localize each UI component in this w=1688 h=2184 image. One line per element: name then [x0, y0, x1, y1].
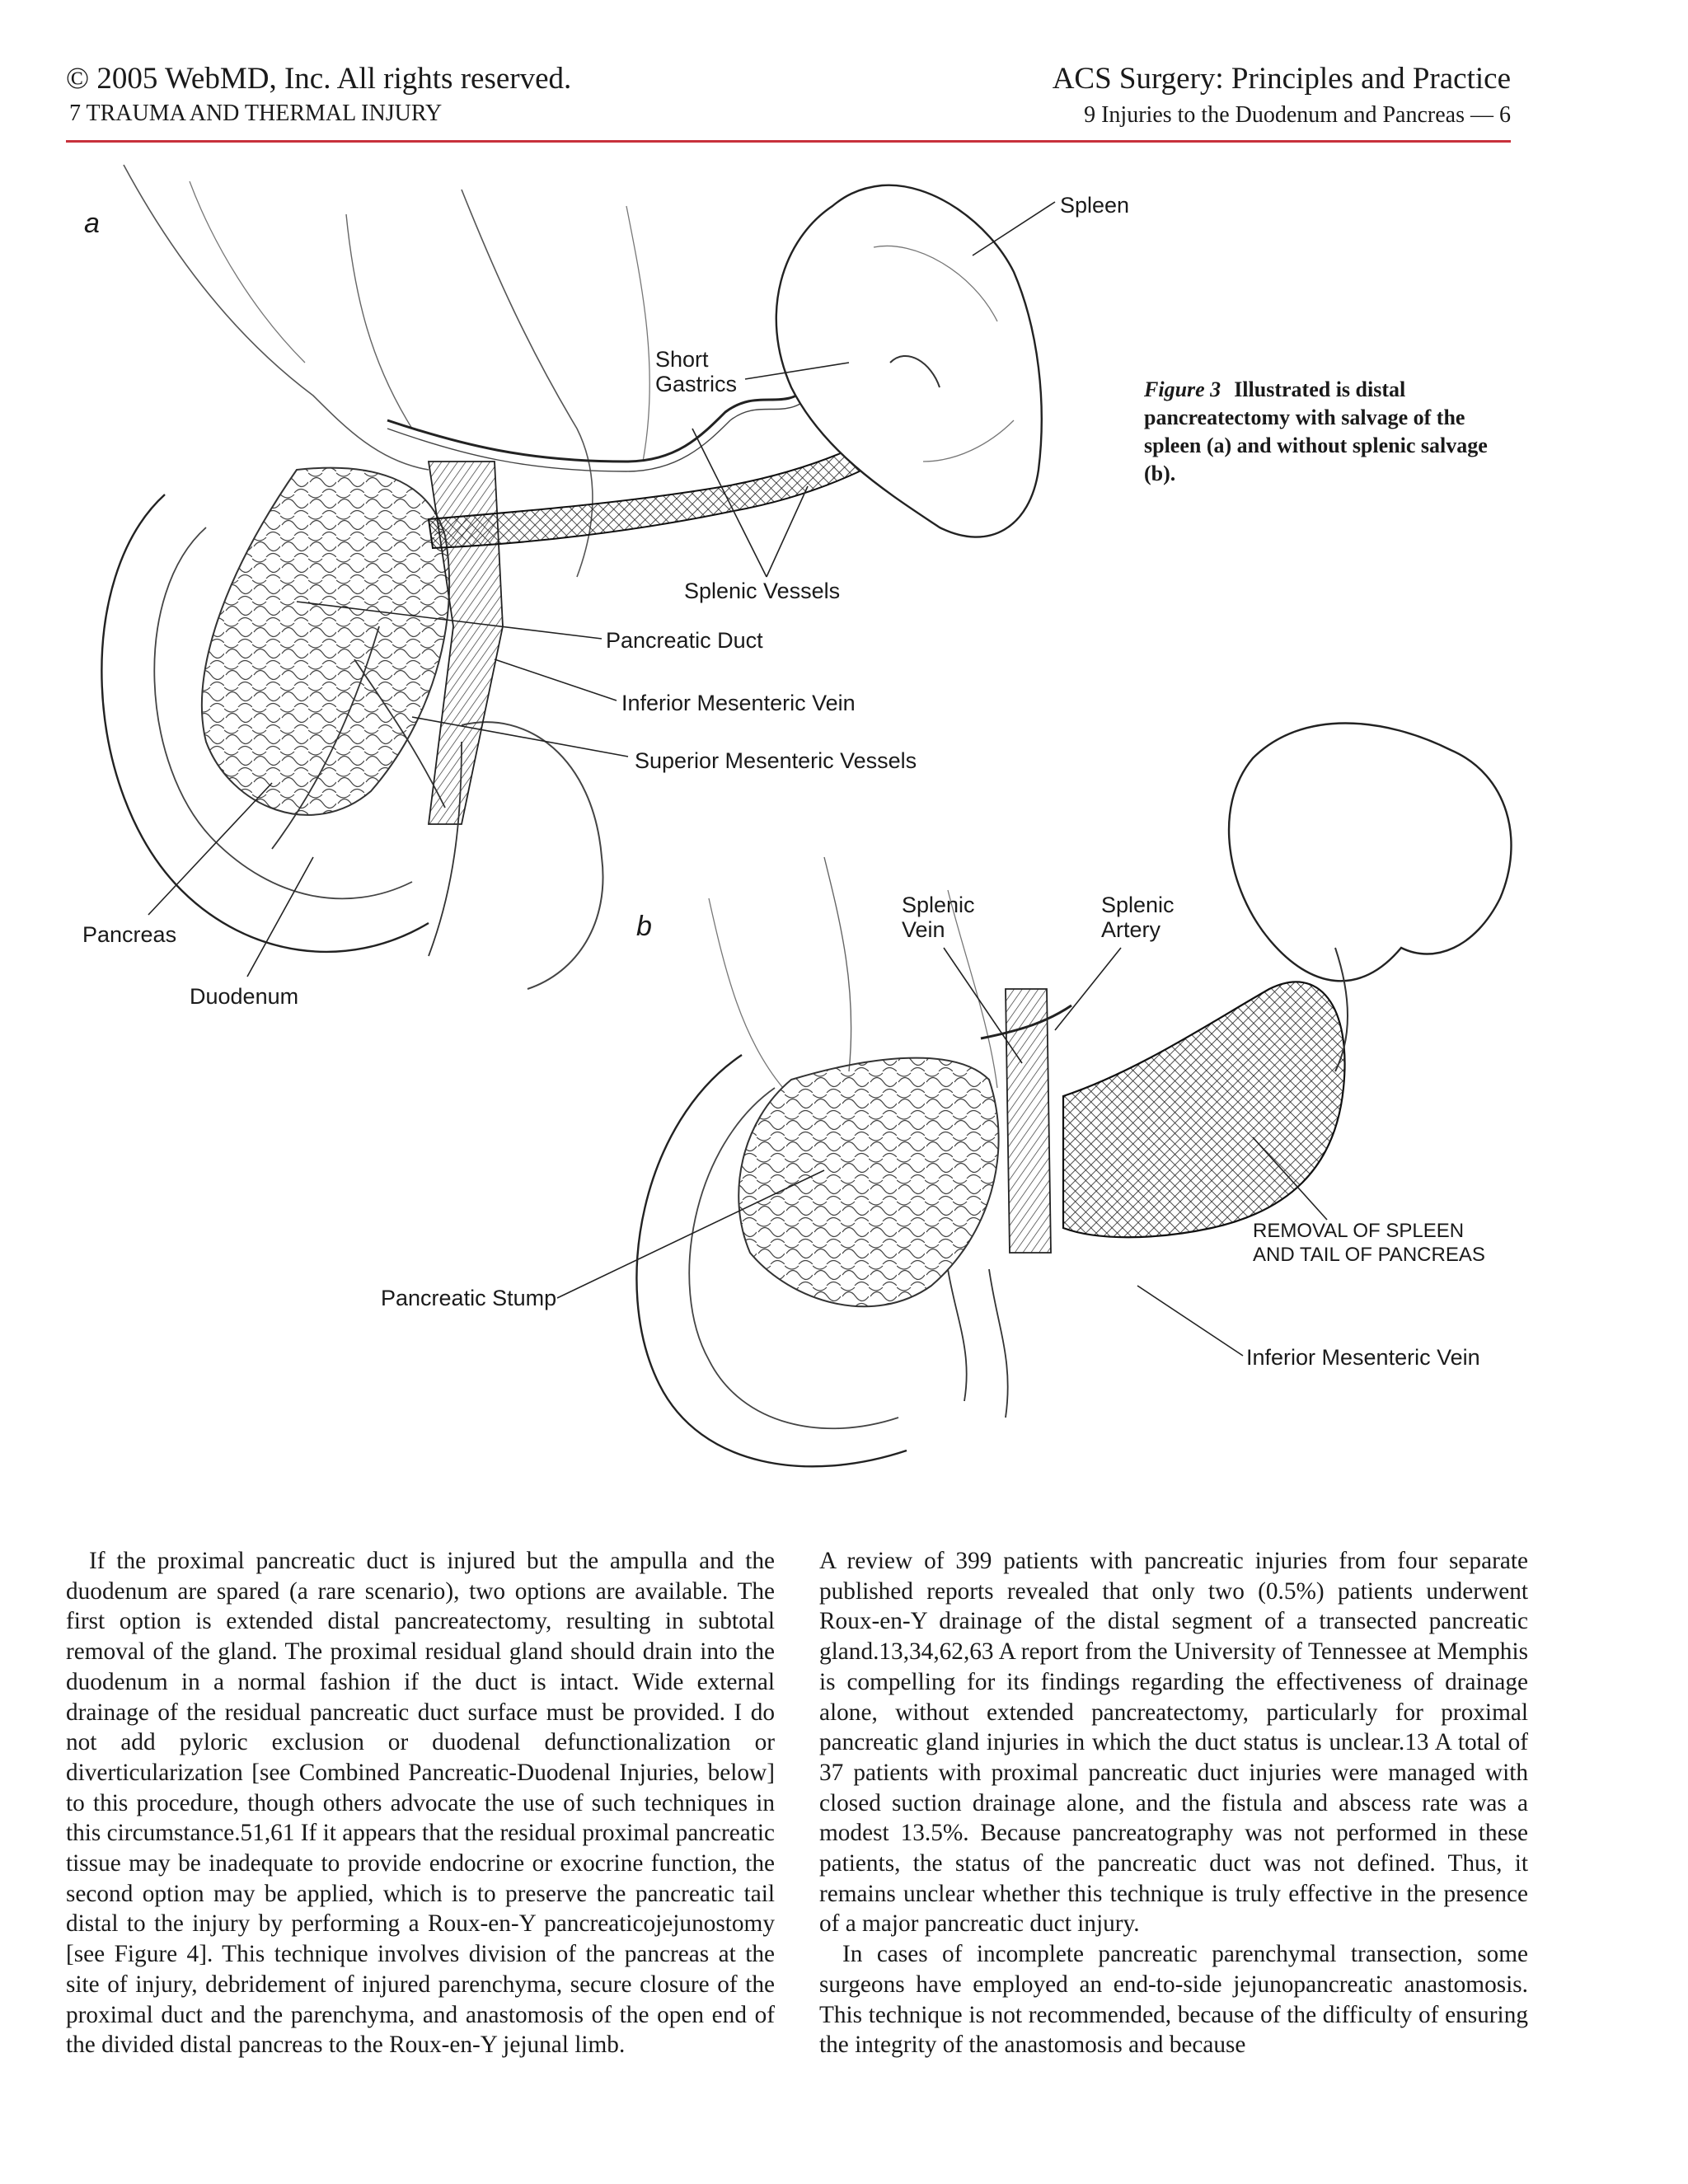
label-pancreas: Pancreas	[82, 922, 177, 947]
label-splenic-artery-line2: Artery	[1101, 917, 1161, 942]
body-paragraph: A review of 399 patients with pancreatic injuries from four separate published reports revealed that only two (0.5%) patients underwent Roux-en-Y drainage of the distal segment of a transected pancreatic gland.13,34,62,63 A report from the University of Tennessee at Memphis is compelling for its findings regarding the effectiveness of drainage alone, without extended pancreatectomy, particularly for proximal pancreatic gland injuries in which the duct status is unclear.13 A total of 37 patients with proximal pancreatic duct injuries were managed with closed suction drainage alone, and the fistula and abscess rate was a modest 13.5%. Because pancreatography was not performed in these patients, the status of the pancreatic duct was not defined. Thus, it remains unclear whether this technique is truly effective in the presence of a major pancreatic duct injury.	[819, 1548, 1528, 1938]
label-pancreatic-duct: Pancreatic Duct	[606, 628, 763, 653]
label-removal-line2: AND TAIL OF PANCREAS	[1253, 1244, 1485, 1266]
copyright-notice: © 2005 WebMD, Inc. All rights reserved.	[66, 62, 572, 96]
panel-a-drawing	[101, 165, 1041, 989]
body-column-left	[66, 1546, 775, 2060]
label-duodenum: Duodenum	[190, 984, 299, 1009]
label-short-gastrics-line1: Short	[655, 347, 709, 372]
label-inferior-mesenteric-vein-b: Inferior Mesenteric Vein	[1246, 1345, 1480, 1370]
label-pancreatic-stump: Pancreatic Stump	[381, 1286, 557, 1310]
label-splenic-artery-line1: Splenic	[1101, 893, 1175, 917]
label-splenic-vein-line2: Vein	[902, 917, 945, 942]
figure-caption-text: Illustrated is distal pancreatectomy with salvage of the spleen (a) and without splenic salvage (b).	[1144, 377, 1488, 485]
label-splenic-vessels: Splenic Vessels	[684, 579, 841, 603]
label-short-gastrics-line2: Gastrics	[655, 372, 738, 396]
book-title: ACS Surgery: Principles and Practice	[1052, 62, 1511, 96]
label-removal-line1: REMOVAL OF SPLEEN	[1253, 1220, 1465, 1242]
panel-a-letter: a	[84, 208, 100, 239]
label-spleen: Spleen	[1060, 193, 1130, 218]
panel-b-letter: b	[636, 911, 652, 942]
body-paragraph: If the proximal pancreatic duct is injured but the ampulla and the duodenum are spared (a rare scenario), two options are available. The first option is extended distal pancreatectomy, resulting in subtotal removal of the gland. The proximal residual gland should drain into the duodenum in a normal fashion if the duct is intact. Wide external drainage of the residual pancreatic duct surface must be provided. I do not add pyloric exclusion or duodenal defunctionalization or diverticularization [see Combined Pancreatic-Duodenal Injuries, below] to this procedure, though others advocate the use of such techniques in this circumstance.51,61 If it appears that the residual proximal pancreatic tissue may be inadequate to provide endocrine or exocrine function, the second option may be applied, which is to preserve the pancreatic tail distal to the injury by performing a Roux-en-Y pancreaticojejunostomy [see Figure 4]. This technique involves division of the pancreas at the site of injury, debridement of injured parenchyma, secure closure of the proximal duct and the parenchyma, and anastomosis of the open end of the divided distal pancreas to the Roux-en-Y jejunal limb.	[66, 1548, 775, 2059]
label-superior-mesenteric-vessels: Superior Mesenteric Vessels	[635, 748, 917, 773]
body-paragraph: In cases of incomplete pancreatic parenchymal transection, some surgeons have employed an end-to-side jejunopancreatic anastomosis. This technique is not recommended, because of the difficulty of ensuring the integrity of the anastomosis and because	[819, 1941, 1528, 2059]
chapter-title: 9 Injuries to the Duodenum and Pancreas — 6	[1084, 102, 1511, 128]
section-title: 7 TRAUMA AND THERMAL INJURY	[69, 101, 443, 126]
body-column-right	[819, 1546, 1528, 2060]
label-splenic-vein-line1: Splenic	[902, 893, 975, 917]
figure-number: Figure 3	[1144, 377, 1221, 401]
figure-caption	[1144, 376, 1507, 488]
label-inferior-mesenteric-vein-a: Inferior Mesenteric Vein	[621, 691, 856, 715]
